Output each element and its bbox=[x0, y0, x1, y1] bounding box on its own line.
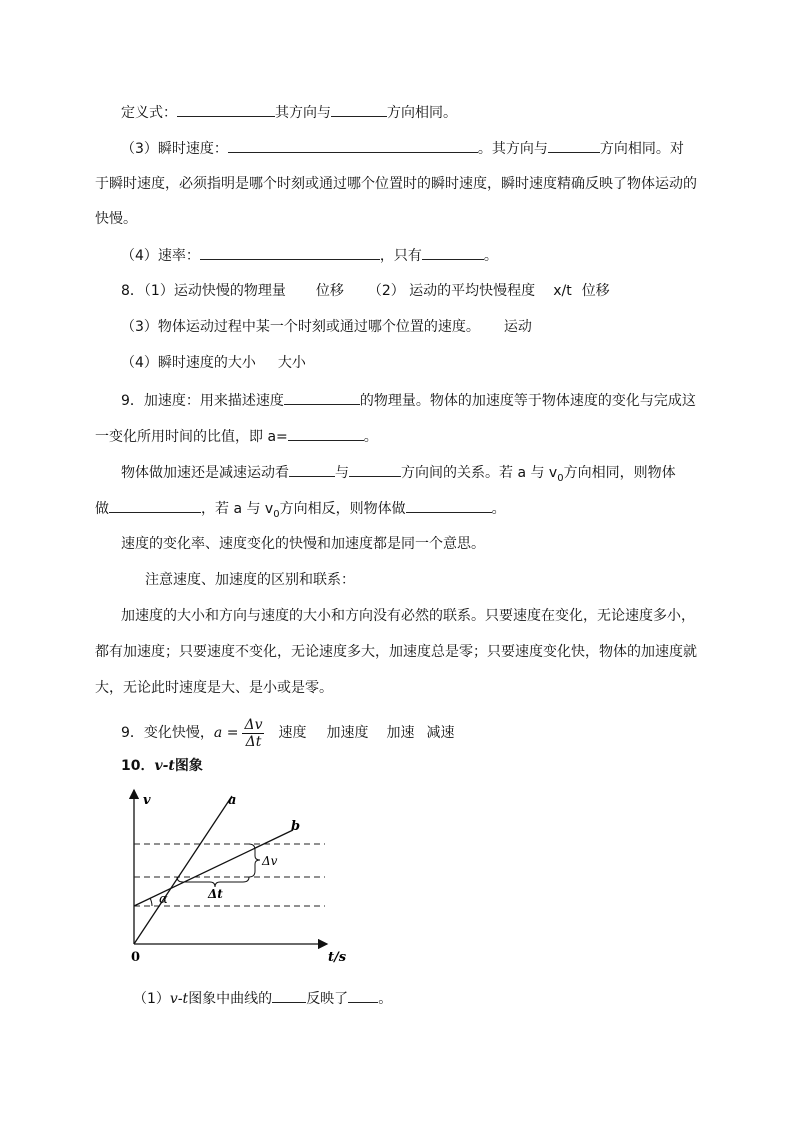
accel-direction-line bbox=[121, 462, 676, 489]
text: （4）速率： bbox=[121, 248, 200, 264]
text: 方向相同。对 bbox=[599, 141, 684, 157]
text: 运动 bbox=[503, 319, 532, 335]
text: 方向相反，则物体做 bbox=[279, 501, 406, 517]
text: 反映了 bbox=[306, 991, 349, 1007]
x-axis-label: t/s bbox=[328, 950, 347, 965]
subscript: 0 bbox=[273, 508, 280, 520]
instant-velocity-line bbox=[121, 138, 684, 159]
accel-result-line bbox=[95, 498, 506, 525]
answer-blank[interactable] bbox=[284, 390, 360, 405]
paragraph-line: 都有加速度；只要速度不变化，无论速度多大，加速度总是零；只要速度变化快，物体的加速度就 bbox=[95, 644, 697, 660]
text: 。 bbox=[491, 501, 506, 517]
text: 加速度 bbox=[326, 725, 369, 741]
answer-blank[interactable] bbox=[200, 245, 380, 260]
text: 的物理量。物体的加速度等于物体速度的变化与完成这 bbox=[359, 393, 696, 409]
line-a-label: a bbox=[228, 793, 237, 808]
answer-line-8 bbox=[121, 281, 610, 301]
vt-graph-heading bbox=[121, 756, 203, 776]
line-a bbox=[134, 796, 232, 944]
delta-v-brace bbox=[249, 844, 260, 877]
answer-blank[interactable] bbox=[349, 462, 401, 477]
text: 。其方向与 bbox=[477, 141, 548, 157]
text: 方向间的关系。若 a 与 v bbox=[401, 465, 558, 481]
text: 方向相同。 bbox=[387, 105, 457, 121]
answer-blank[interactable] bbox=[406, 498, 492, 513]
angle-arc bbox=[150, 898, 152, 906]
formula-fraction bbox=[242, 717, 264, 750]
text: 减速 bbox=[426, 725, 455, 741]
text: 图象中曲线的 bbox=[188, 991, 273, 1007]
answer-blank[interactable] bbox=[109, 498, 201, 513]
answer-blank[interactable] bbox=[331, 102, 387, 117]
vt-graph bbox=[115, 782, 375, 972]
line-b-label: b bbox=[291, 819, 301, 834]
text: 与 bbox=[335, 465, 349, 481]
answer-blank[interactable] bbox=[422, 245, 484, 260]
answer-blank[interactable] bbox=[288, 426, 364, 441]
answer-blank[interactable] bbox=[228, 138, 478, 153]
y-axis-label: v bbox=[143, 793, 151, 808]
acceleration-formula-line bbox=[95, 426, 378, 447]
paragraph-line: 于瞬时速度，必须指明是哪个时刻或通过哪个位置时的瞬时速度，瞬时速度精确反映了物体运动的 bbox=[95, 176, 697, 192]
text: x/t bbox=[553, 283, 572, 299]
answer-blank[interactable] bbox=[548, 138, 600, 153]
text: 9．加速度：用来描述速度 bbox=[121, 393, 284, 409]
answer-blank[interactable] bbox=[289, 462, 335, 477]
answer-line-8-3 bbox=[121, 317, 532, 337]
text: 。 bbox=[363, 429, 378, 445]
text: 。 bbox=[378, 991, 393, 1007]
text: 物体做加速还是减速运动看 bbox=[121, 465, 289, 481]
text: ，若 a 与 v bbox=[201, 501, 274, 517]
text: 8．（1）运动快慢的物理量 bbox=[121, 283, 286, 299]
text: v-t bbox=[169, 991, 189, 1007]
text: 图象 bbox=[174, 758, 203, 774]
fraction-numerator: Δv bbox=[244, 716, 263, 733]
paragraph-line: 快慢。 bbox=[95, 211, 137, 227]
text: 大小 bbox=[277, 355, 306, 371]
text: 位移 bbox=[315, 283, 344, 299]
text: （3）物体运动过程中某一个时刻或通过哪个位置的速度。 bbox=[121, 319, 480, 335]
answer-line-9 bbox=[121, 716, 454, 750]
text: 位移 bbox=[581, 283, 610, 299]
paragraph-line: 注意速度、加速度的区别和联系： bbox=[145, 572, 355, 588]
text: （4）瞬时速度的大小 bbox=[121, 355, 256, 371]
answer-blank[interactable] bbox=[177, 102, 275, 117]
subscript: 0 bbox=[557, 472, 564, 484]
text: 其方向与 bbox=[275, 105, 331, 121]
text: 10． bbox=[121, 758, 155, 774]
answer-blank[interactable] bbox=[272, 988, 306, 1003]
paragraph-line: 速度的变化率、速度变化的快慢和加速度都是同一个意思。 bbox=[121, 536, 485, 552]
text: 加速 bbox=[386, 725, 415, 741]
definition-line bbox=[121, 102, 457, 123]
delta-v-label: Δv bbox=[262, 854, 278, 868]
text: 9．变化快慢， bbox=[121, 725, 214, 741]
angle-label: α bbox=[159, 892, 168, 907]
fraction-denominator: Δt bbox=[245, 733, 262, 750]
text: 速度 bbox=[278, 725, 307, 741]
text: 方向相同，则物体 bbox=[563, 465, 676, 481]
origin-label: 0 bbox=[131, 950, 141, 965]
formula-lhs: a = bbox=[213, 725, 239, 741]
text: ，只有 bbox=[379, 248, 422, 264]
definition-label: 定义式： bbox=[121, 105, 177, 121]
delta-t-brace bbox=[177, 877, 249, 887]
delta-t-label: Δt bbox=[208, 887, 223, 901]
text: （1） bbox=[133, 991, 170, 1007]
text: 做 bbox=[95, 501, 109, 517]
paragraph-line: 加速度的大小和方向与速度的大小和方向没有必然的联系。只要速度在变化，无论速度多小， bbox=[121, 608, 695, 624]
vt-question-line bbox=[133, 988, 392, 1009]
text: v-t bbox=[154, 758, 175, 774]
answer-blank[interactable] bbox=[348, 988, 378, 1003]
paragraph-line: 大，无论此时速度是大、是小或是零。 bbox=[95, 680, 333, 696]
answer-line-8-4 bbox=[121, 353, 306, 373]
speed-line bbox=[121, 245, 498, 266]
acceleration-line bbox=[121, 390, 696, 411]
text: 一变化所用时间的比值，即 a= bbox=[95, 429, 288, 445]
text: （2） 运动的平均快慢程度 bbox=[367, 283, 536, 299]
text: （3）瞬时速度： bbox=[121, 141, 228, 157]
text: 。 bbox=[483, 248, 498, 264]
